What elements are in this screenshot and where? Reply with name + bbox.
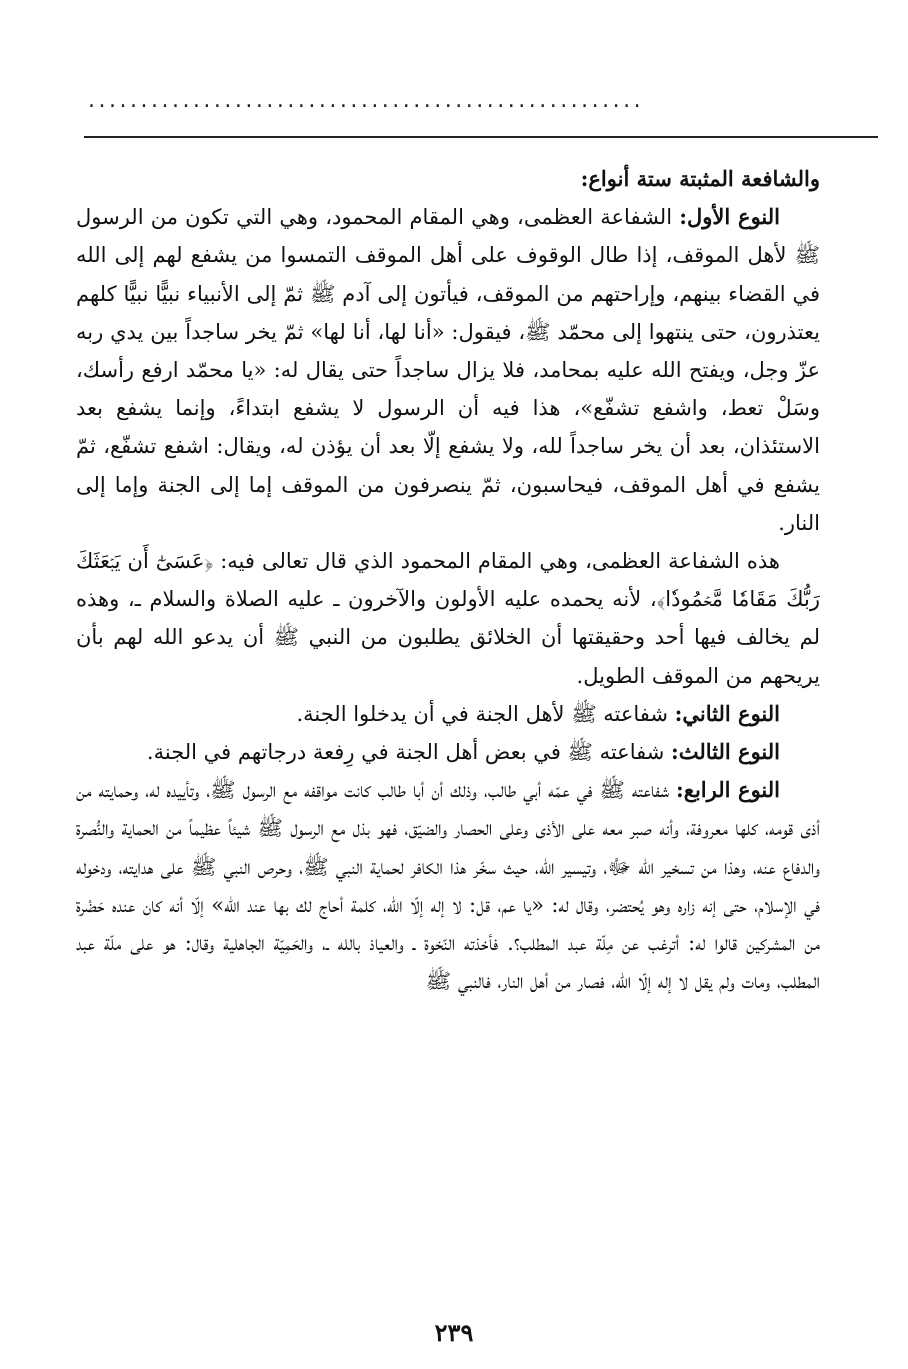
type-1-label: النوع الأول: — [679, 204, 780, 230]
type-3-label: النوع الثالث: — [671, 739, 780, 765]
type-4-label: النوع الرابع: — [676, 777, 780, 803]
intro-heading: والشافعة المثبتة ستة أنواع: — [580, 166, 820, 191]
header-dotted-line: ..................................................... — [88, 88, 645, 112]
paragraph-type-1 — [76, 198, 820, 542]
type-2-text: شفاعته ﷺ لأهل الجنة في أن يدخلوا الجنة. — [296, 701, 675, 726]
type-2-label: النوع الثاني: — [674, 700, 780, 726]
page-number: ٢٣٩ — [434, 1318, 474, 1347]
main-text — [76, 160, 820, 1000]
paragraph-maqam-mahmud: هذه الشفاعة العظمى، وهي المقام المحمود الذي قال تعالى فيه: ﴿عَسَىٰٓ أَن يَبۡعَثَكَ رَبُّكَ مَقَامٗا مَّحۡمُودٗا﴾، لأنه يحمده عليه الأولون والآخرون ـ عليه الصلاة والسلام ـ، وهذه لم يخالف فيها أحد وحقيقتها أن الخلائق يطلبون من النبي ﷺ أن يدعو الله لهم بأن يريحهم من الموقف الطويل. — [76, 549, 820, 688]
type-4-text: شفاعته ﷺ في عمّه أبي طالب، وذلك أن أبا طالب كانت مواقفه مع الرسول ﷺ، وتأييده له، وحمايته من أذى قومه، كلها معروفة، وأنه صبر معه على الأذى وعلى الحصار والضيّق، فهو بذل مع الرسول ﷺ شيئاً عظيماً من الحماية والنُّصرة والدفاع عنه، وهذا من تسخير الله ﷻ، وتيسير الله، حيث سخّر هذا الكافر لحماية النبي ﷺ، وحرص النبي ﷺ على هدايته، ودخوله في الإسلام، حتى إنه زاره وهو يُحتضر، وقال له: «يا عم، قل: لا إله إلّا الله، كلمة أحاج لك بها عند الله» إلّا أنه كان عنده حَضْرة من المشركين قالوا له: أترغب عن مِلّة عبد المطلب؟. فأخذته النّخوة ـ والعياذ بالله ـ، والحَمِيّة الجاهلية وقال: هو على ملّة عبد المطلب، ومات ولم يقل لا إله إلّا الله، فصار من أهل النار، فالنبي ﷺ — [76, 778, 820, 994]
header-rule — [84, 136, 878, 138]
type-3-text: شفاعته ﷺ في بعض أهل الجنة في رِفعة درجاتهم في الجنة. — [146, 740, 671, 765]
paragraph-type-4 — [76, 771, 820, 1000]
type-1-text: الشفاعة العظمى، وهي المقام المحمود، وهي التي تكون من الرسول ﷺ لأهل الموقف، إذا طال الوقوف على أهل الموقف التمسوا من يشفع لهم إلى الله في القضاء بينهم، وإراحتهم من الموقف، فيأتون إلى آدم ﷺ ثمّ إلى الأنبياء نبيًّا نبيًّا كلهم يعتذرون، حتى ينتهوا إلى محمّد ﷺ، فيقول: «أنا لها، أنا لها» ثمّ يخر ساجداً بين يدي ربه عزّ وجل، ويفتح الله عليه بمحامد، فلا يزال ساجداً حتى يقال له: «يا محمّد ارفع رأسك، وسَلْ تعط، واشفع تشفّع»، هذا فيه أن الرسول لا يشفع ابتداءً، وإنما يشفع بعد الاستئذان، بعد أن يخر ساجداً لله، ولا يشفع إلّا بعد أن يؤذن له، ويقال: اشفع تشفّع، ثمّ يشفع في أهل الموقف، فيحاسبون، ثمّ ينصرفون من الموقف إما إلى الجنة وإما إلى النار. — [76, 205, 820, 535]
paragraph-type-2 — [76, 695, 820, 733]
paragraph-type-3 — [76, 733, 820, 771]
